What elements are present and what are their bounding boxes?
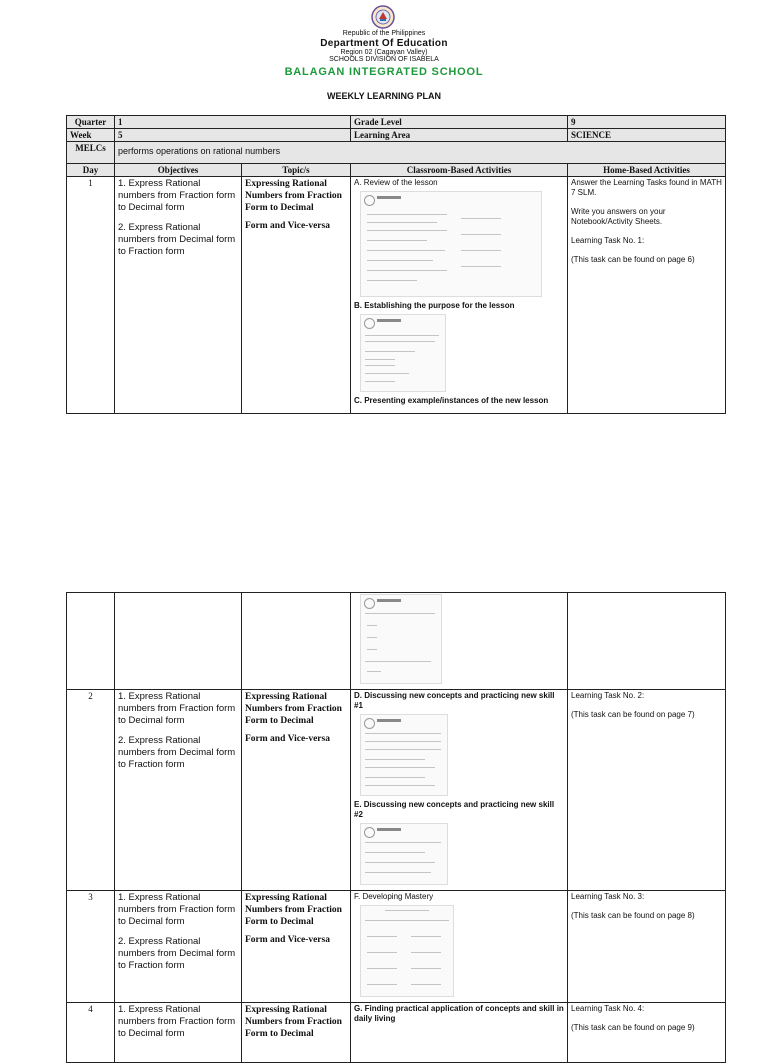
region-text: Region 02 (Cagayan Valley) (340, 49, 428, 56)
home-cell (568, 891, 726, 1003)
activity-d: D. Discussing new concepts and practicing new skill #1 (354, 691, 555, 710)
quarter-value: 1 (115, 116, 351, 129)
grade-value: 9 (568, 116, 726, 129)
home-line: Learning Task No. 4: (571, 1004, 645, 1013)
activity-e: E. Discussing new concepts and practicing new skill #2 (354, 800, 555, 819)
division-text: SCHOOLS DIVISION OF ISABELA (329, 56, 439, 63)
objective-1: 1. Express Rational numbers from Fraction form to Decimal form (118, 892, 236, 927)
classroom-cell (351, 690, 568, 891)
col-objectives: Objectives (115, 164, 242, 177)
grade-label: Grade Level (351, 116, 568, 129)
col-classroom: Classroom-Based Activities (351, 164, 568, 177)
plan-table-page-1 (66, 115, 726, 414)
activity-a: A. Review of the lesson (354, 178, 438, 187)
table-row (67, 690, 726, 891)
day-cell: 2 (67, 690, 115, 891)
school-name: BALAGAN INTEGRATED SCHOOL (284, 66, 484, 78)
topic-1: Expressing Rational Numbers from Fraction Form to Decimal (245, 1005, 342, 1039)
melcs-value: performs operations on rational numbers (115, 142, 726, 164)
topic-cell (242, 177, 351, 414)
col-home: Home-Based Activities (568, 164, 726, 177)
home-cell (568, 1003, 726, 1063)
topic-2: Form and Vice-versa (245, 734, 330, 744)
deped-seal-icon (371, 5, 395, 29)
home-line: Learning Task No. 3: (571, 892, 645, 901)
day-cell: 4 (67, 1003, 115, 1063)
table-row (67, 177, 726, 414)
worksheet-thumbnail (360, 905, 454, 997)
objective-1: 1. Express Rational numbers from Fraction form to Decimal form (118, 691, 236, 726)
activity-c: C. Presenting example/instances of the new lesson (354, 396, 549, 405)
topic-cell (242, 1003, 351, 1063)
topic-2: Form and Vice-versa (245, 221, 330, 231)
home-line: (This task can be found on page 8) (571, 911, 695, 920)
home-cell (568, 690, 726, 891)
week-value: 5 (115, 129, 351, 142)
activity-f: F. Developing Mastery (354, 892, 434, 901)
objectives-cell (115, 1003, 242, 1063)
home-line: Answer the Learning Tasks found in MATH 7 SLM. (571, 178, 722, 197)
table-row (67, 593, 726, 690)
week-label: Week (67, 129, 115, 142)
col-topics: Topic/s (242, 164, 351, 177)
objective-2: 2. Express Rational numbers from Decimal form to Fraction form (118, 222, 236, 257)
topic-1: Expressing Rational Numbers from Fraction Form to Decimal (245, 179, 342, 213)
activity-b: B. Establishing the purpose for the lesson (354, 301, 515, 310)
area-value: SCIENCE (568, 129, 726, 142)
plan-table-page-2 (66, 592, 726, 1063)
home-line: Write you answers on your Notebook/Activity Sheets. (571, 207, 666, 226)
plan-title: WEEKLY LEARNING PLAN (326, 91, 441, 101)
home-line: (This task can be found on page 6) (571, 255, 695, 264)
worksheet-thumbnail (360, 594, 442, 684)
classroom-cell (351, 177, 568, 414)
activity-g: G. Finding practical application of concepts and skill in daily living (354, 1004, 564, 1023)
topic-1: Expressing Rational Numbers from Fraction Form to Decimal (245, 692, 342, 726)
department-title: Department Of Education (320, 38, 448, 49)
day-cell: 1 (67, 177, 115, 414)
objectives-cell (115, 177, 242, 414)
worksheet-thumbnail (360, 714, 448, 796)
objective-2: 2. Express Rational numbers from Decimal form to Fraction form (118, 936, 236, 971)
worksheet-thumbnail (360, 191, 542, 297)
topic-cell (242, 690, 351, 891)
quarter-label: Quarter (67, 116, 115, 129)
topic-1: Expressing Rational Numbers from Fraction Form to Decimal (245, 893, 342, 927)
table-row (67, 1003, 726, 1063)
home-line: (This task can be found on page 9) (571, 1023, 695, 1032)
area-label: Learning Area (351, 129, 568, 142)
home-line: Learning Task No. 1: (571, 236, 645, 245)
classroom-cell (351, 593, 568, 690)
topic-2: Form and Vice-versa (245, 935, 330, 945)
col-day: Day (67, 164, 115, 177)
classroom-cell (351, 891, 568, 1003)
melcs-label: MELCs (67, 142, 115, 164)
objective-2: 2. Express Rational numbers from Decimal form to Fraction form (118, 735, 236, 770)
worksheet-thumbnail (360, 314, 446, 392)
home-line: Learning Task No. 2: (571, 691, 645, 700)
day-cell: 3 (67, 891, 115, 1003)
home-line: (This task can be found on page 7) (571, 710, 695, 719)
objectives-cell (115, 690, 242, 891)
topic-cell (242, 891, 351, 1003)
home-cell (568, 177, 726, 414)
objectives-cell (115, 891, 242, 1003)
objective-1: 1. Express Rational numbers from Fraction form to Decimal form (118, 178, 236, 213)
republic-text: Republic of the Philippines (342, 30, 426, 37)
worksheet-thumbnail (360, 823, 448, 885)
table-row (67, 891, 726, 1003)
classroom-cell (351, 1003, 568, 1063)
objective-1: 1. Express Rational numbers from Fraction form to Decimal form (118, 1004, 236, 1039)
